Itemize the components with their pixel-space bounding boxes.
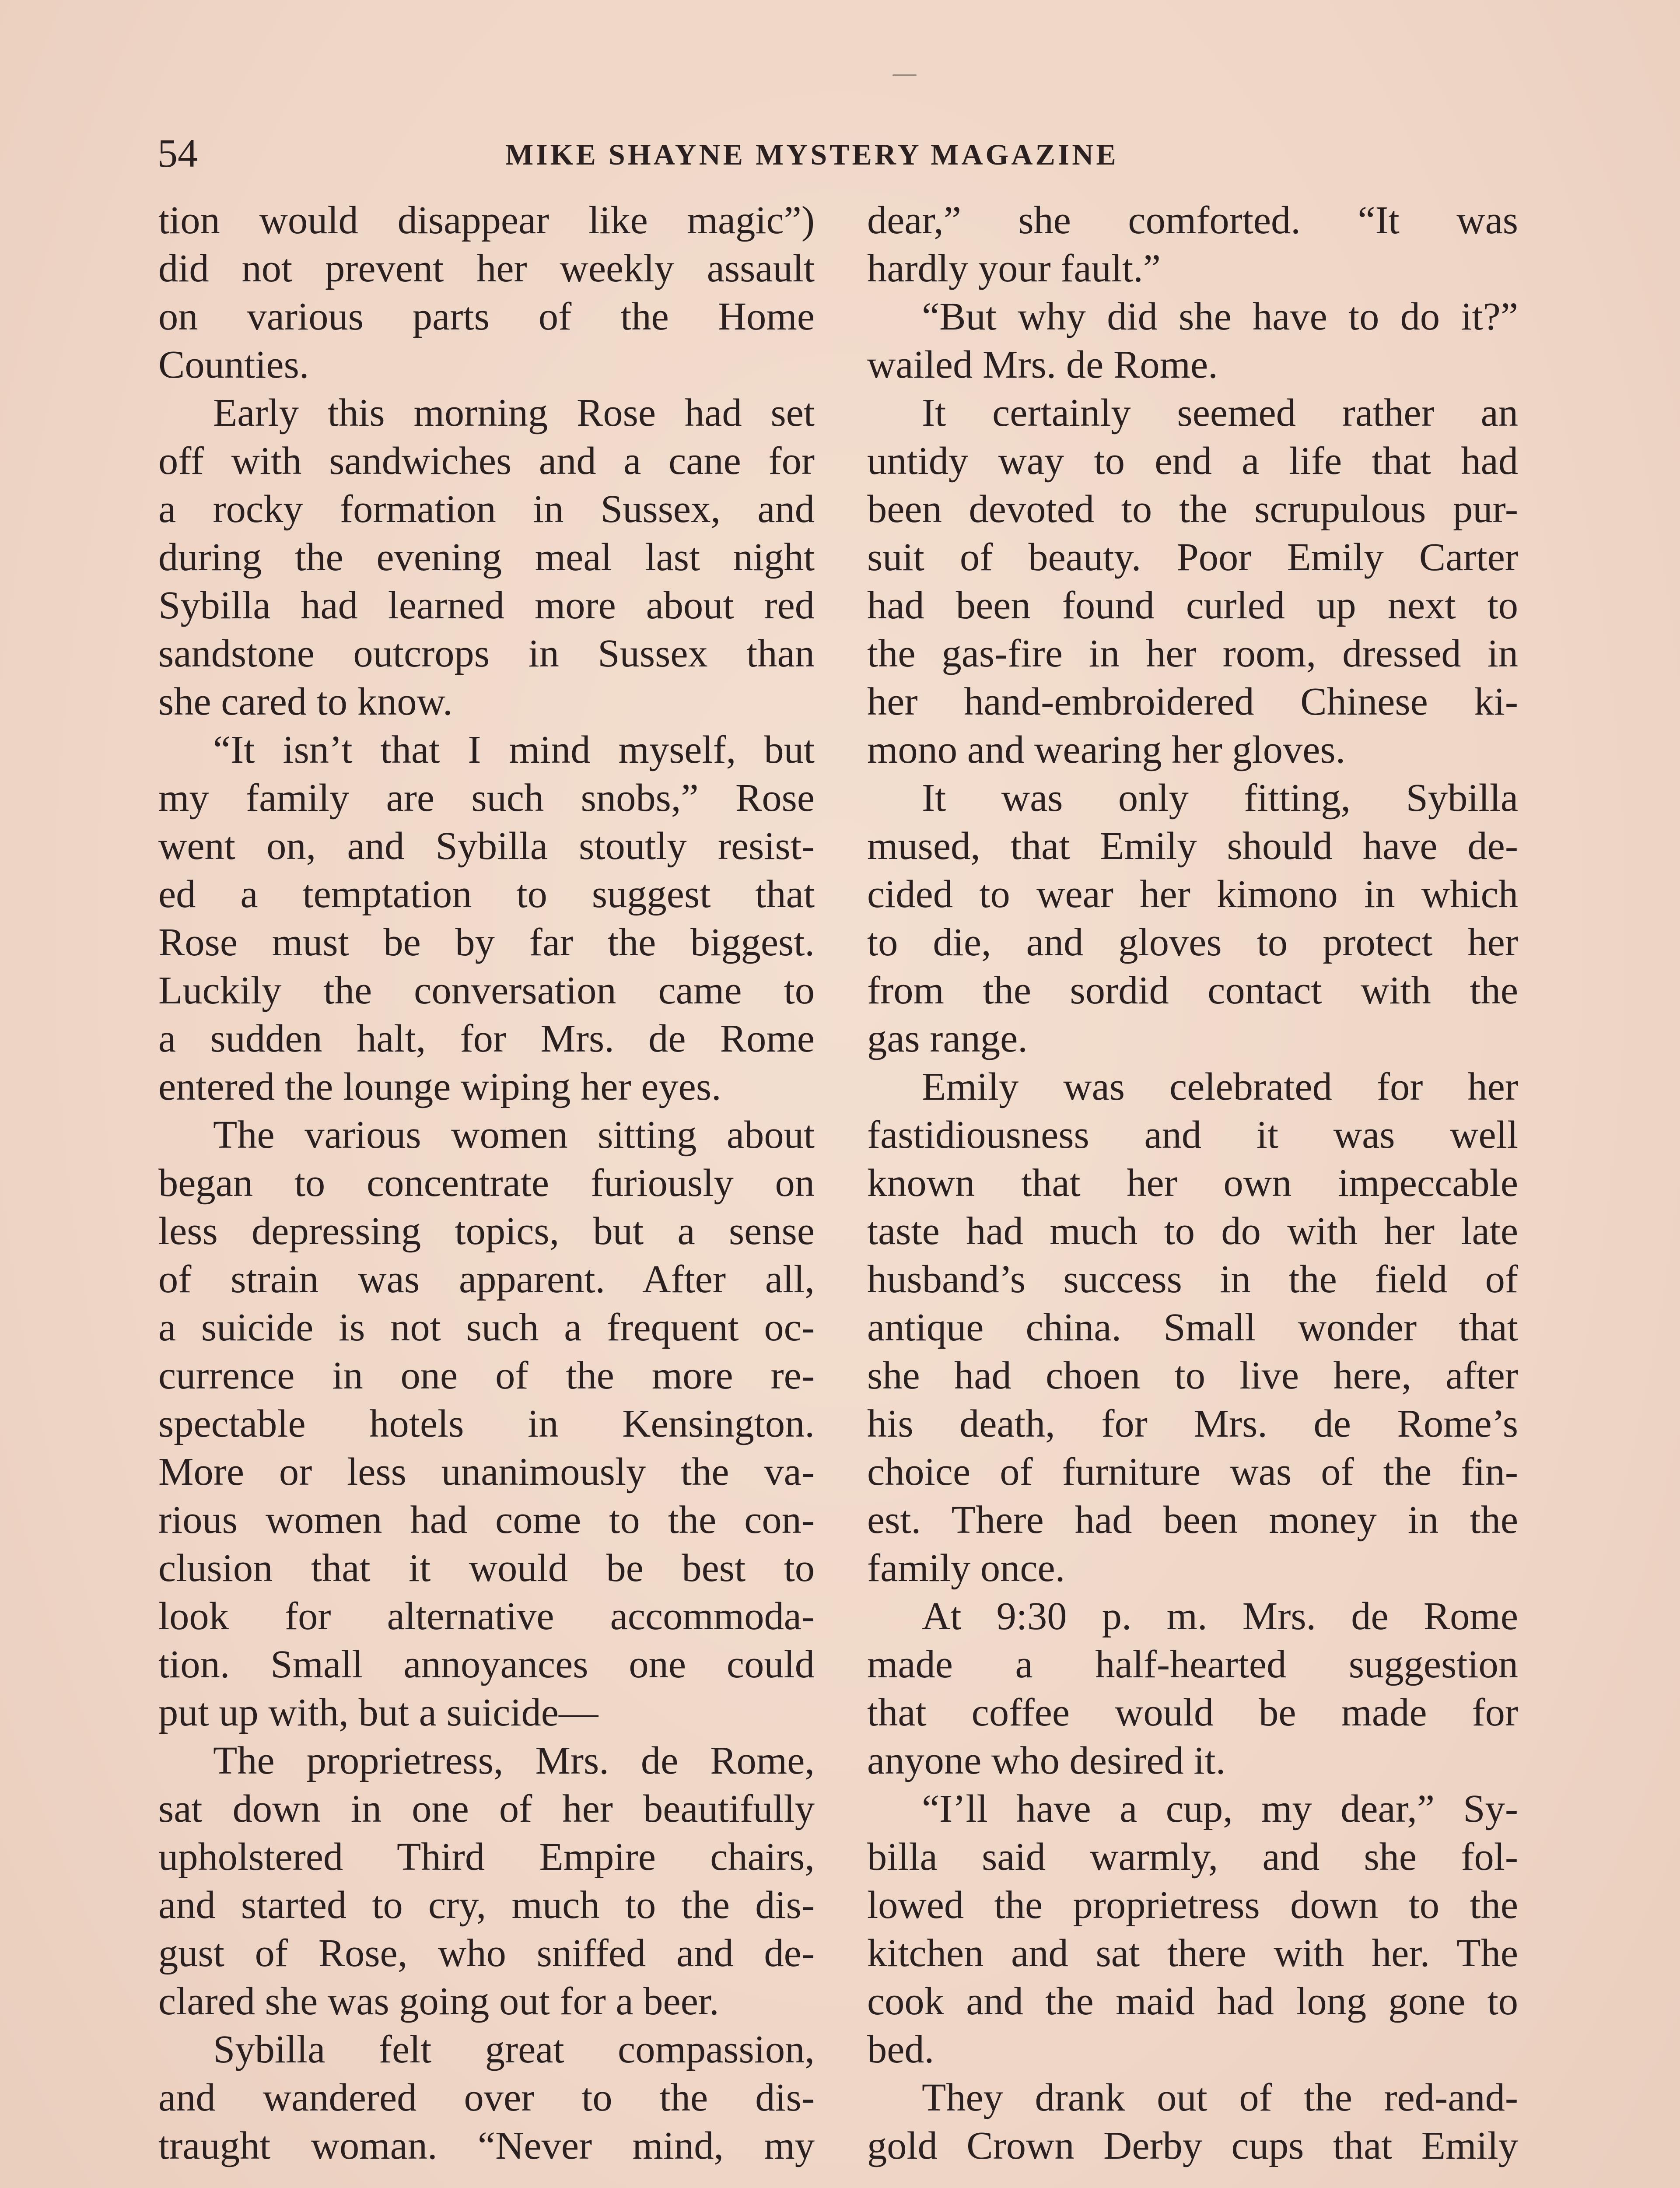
text-line: that coffee would be made for [867, 1690, 1518, 1734]
text-line: Counties. [158, 342, 309, 386]
text-line: It was only fitting, Sybilla [922, 775, 1518, 820]
text-line: suit of beauty. Poor Emily Carter [867, 535, 1518, 579]
text-line: gust of Rose, who sniffed and de- [158, 1931, 815, 1975]
text-line: mono and wearing her gloves. [867, 727, 1346, 771]
text-line: gold Crown Derby cups that Emily [867, 2123, 1518, 2167]
text-line: did not prevent her weekly assault [158, 246, 815, 290]
text-line: wailed Mrs. de Rome. [867, 342, 1218, 386]
text-line: a suicide is not such a frequent oc- [158, 1305, 815, 1349]
text-line: and started to cry, much to the dis- [158, 1883, 815, 1927]
text-line: to die, and gloves to protect her [867, 920, 1518, 964]
text-line: clared she was going out for a beer. [158, 1979, 719, 2023]
text-line: “But why did she have to do it?” [922, 294, 1518, 338]
text-line: Sybilla had learned more about red [158, 583, 815, 627]
running-head: MIKE SHAYNE MYSTERY MAGAZINE [505, 138, 1119, 171]
text-line: been devoted to the scrupulous pur- [867, 487, 1518, 531]
text-line: anyone who desired it. [867, 1738, 1226, 1782]
text-line: tion. Small annoyances one could [158, 1642, 815, 1686]
text-line: antique china. Small wonder that [867, 1305, 1518, 1349]
text-line: my family are such snobs,” Rose [158, 775, 815, 820]
left-text-column [158, 196, 815, 2170]
text-line: the gas-fire in her room, dressed in [867, 631, 1518, 675]
text-line: made a half-hearted suggestion [867, 1642, 1518, 1686]
text-line: At 9:30 p. m. Mrs. de Rome [922, 1594, 1518, 1638]
text-line: began to concentrate furiously on [158, 1161, 815, 1205]
text-line: entered the lounge wiping her eyes. [158, 1064, 721, 1108]
text-line: off with sandwiches and a cane for [158, 438, 815, 483]
text-line: rious women had come to the con- [158, 1497, 815, 1542]
text-line: gas range. [867, 1016, 1028, 1060]
text-line: spectable hotels in Kensington. [158, 1401, 815, 1445]
text-line: est. There had been money in the [867, 1497, 1518, 1542]
print-speck [892, 74, 917, 76]
text-line: family once. [867, 1546, 1065, 1590]
text-line: kitchen and sat there with her. The [867, 1931, 1518, 1975]
text-line: tion would disappear like magic”) [158, 198, 815, 242]
text-line: taste had much to do with her late [867, 1209, 1518, 1253]
text-line: “I’ll have a cup, my dear,” Sy- [922, 1786, 1518, 1830]
text-line: a rocky formation in Sussex, and [158, 487, 815, 531]
text-line: her hand-embroidered Chinese ki- [867, 679, 1518, 723]
text-line: It certainly seemed rather an [922, 390, 1518, 435]
text-line: lowed the proprietress down to the [867, 1883, 1518, 1927]
text-line: put up with, but a suicide— [158, 1690, 598, 1734]
text-line: billa said warmly, and she fol- [867, 1834, 1518, 1879]
text-line: The proprietress, Mrs. de Rome, [213, 1738, 815, 1782]
text-line: look for alternative accommoda- [158, 1594, 815, 1638]
text-line: cided to wear her kimono in which [867, 872, 1518, 916]
text-line: untidy way to end a life that had [867, 438, 1518, 483]
text-line: Rose must be by far the biggest. [158, 920, 815, 964]
text-line: less depressing topics, but a sense [158, 1209, 815, 1253]
text-line: sat down in one of her beautifully [158, 1786, 815, 1830]
text-line: dear,” she comforted. “It was [867, 198, 1518, 242]
text-line: mused, that Emily should have de- [867, 824, 1518, 868]
text-line: of strain was apparent. After all, [158, 1257, 815, 1301]
text-line: she had choen to live here, after [867, 1353, 1518, 1397]
text-line: Luckily the conversation came to [158, 968, 815, 1012]
right-text-column [867, 196, 1518, 2170]
text-line: currence in one of the more re- [158, 1353, 815, 1397]
text-line: upholstered Third Empire chairs, [158, 1834, 815, 1879]
page-number: 54 [158, 131, 198, 175]
text-line: a sudden halt, for Mrs. de Rome [158, 1016, 815, 1060]
text-line: and wandered over to the dis- [158, 2075, 815, 2119]
text-line: known that her own impeccable [867, 1161, 1518, 1205]
text-line: bed. [867, 2027, 934, 2071]
text-line: fastidiousness and it was well [867, 1112, 1518, 1157]
text-line: on various parts of the Home [158, 294, 815, 338]
text-line: from the sordid contact with the [867, 968, 1518, 1012]
text-line: The various women sitting about [213, 1112, 815, 1157]
text-line: They drank out of the red-and- [922, 2075, 1518, 2119]
text-line: cook and the maid had long gone to [867, 1979, 1518, 2023]
text-line: More or less unanimously the va- [158, 1449, 815, 1494]
text-line: ed a temptation to suggest that [158, 872, 815, 916]
text-line: traught woman. “Never mind, my [158, 2123, 815, 2167]
text-line: Emily was celebrated for her [922, 1064, 1518, 1108]
text-line: hardly your fault.” [867, 246, 1161, 290]
text-line: husband’s success in the field of [867, 1257, 1518, 1301]
text-line: went on, and Sybilla stoutly resist- [158, 824, 815, 868]
page-header [158, 129, 1527, 177]
text-line: Early this morning Rose had set [213, 390, 815, 435]
text-line: choice of furniture was of the fin- [867, 1449, 1518, 1494]
text-line: Sybilla felt great compassion, [213, 2027, 815, 2071]
text-line: sandstone outcrops in Sussex than [158, 631, 815, 675]
text-line: during the evening meal last night [158, 535, 815, 579]
text-line: she cared to know. [158, 679, 453, 723]
text-line: his death, for Mrs. de Rome’s [867, 1401, 1518, 1445]
text-line: clusion that it would be best to [158, 1546, 815, 1590]
text-line: had been found curled up next to [867, 583, 1518, 627]
text-line: “It isn’t that I mind myself, but [213, 727, 815, 771]
